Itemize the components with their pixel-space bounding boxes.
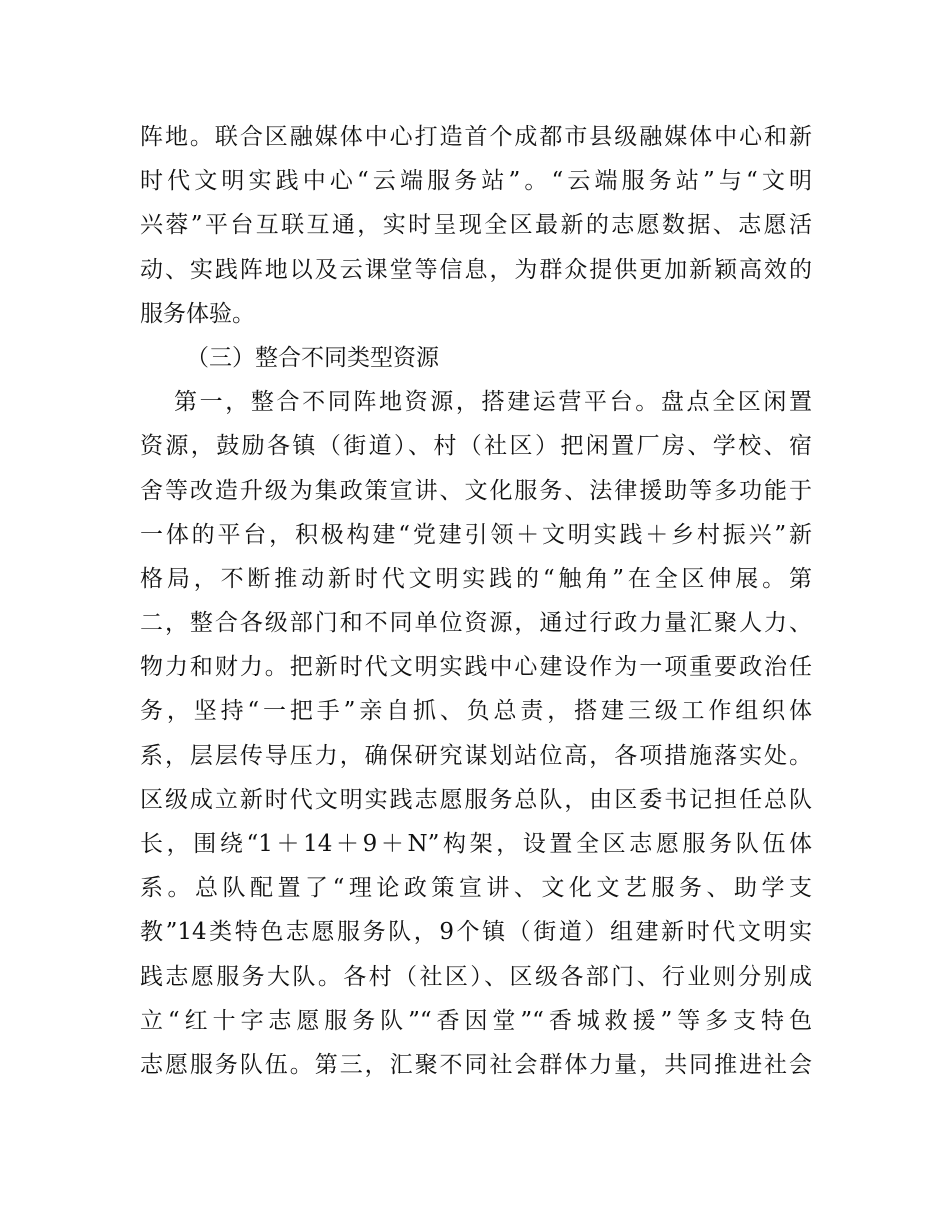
- text-line: 时代文明实践中心“云端服务站”。“云端服务站”与“文明: [140, 168, 812, 195]
- text-line: 区级成立新时代文明实践志愿服务总队，由区委书记担任总队: [140, 786, 812, 813]
- text-line: 格局，不断推动新时代文明实践的“触角”在全区伸展。第: [140, 565, 812, 592]
- text-line: 系。总队配置了“理论政策宣讲、文化文艺服务、助学支: [140, 875, 812, 902]
- text-line: 务，坚持“一把手”亲自抓、负总责，搭建三级工作组织体: [140, 698, 812, 725]
- text-line: 一体的平台，积极构建“党建引领＋文明实践＋乡村振兴”新: [140, 521, 812, 548]
- text-line: 二，整合各级部门和不同单位资源，通过行政力量汇聚人力、: [140, 610, 812, 637]
- text-line: 系，层层传导压力，确保研究谋划站位高，各项措施落实处。: [140, 742, 812, 769]
- text-line: 服务体验。: [140, 300, 255, 327]
- text-line: 物力和财力。把新时代文明实践中心建设作为一项重要政治任: [140, 654, 812, 681]
- text-line: 立“红十字志愿服务队”“香因堂”“香城救援”等多支特色: [140, 1007, 812, 1034]
- text-line: 长，围绕“1＋14＋9＋N”构架，设置全区志愿服务队伍体: [140, 831, 812, 857]
- paragraph-first-line: 第一，整合不同阵地资源，搭建运营平台。盘点全区闲置: [174, 389, 812, 416]
- text-line: 动、实践阵地以及云课堂等信息，为群众提供更加新颖高效的: [140, 256, 812, 283]
- text-line: 舍等改造升级为集政策宣讲、文化服务、法律援助等多功能于: [140, 477, 812, 504]
- section-heading: （三）整合不同类型资源: [186, 344, 439, 371]
- text-line: 资源，鼓励各镇（街道）、村（社区）把闲置厂房、学校、宿: [140, 433, 812, 460]
- text-line: 兴蓉”平台互联互通，实时呈现全区最新的志愿数据、志愿活: [140, 212, 812, 239]
- text-line: 志愿服务队伍。第三，汇聚不同社会群体力量，共同推进社会: [140, 1051, 812, 1078]
- text-line: 教”14类特色志愿服务队，9个镇（街道）组建新时代文明实: [140, 919, 812, 946]
- body-text: [140, 115, 812, 1087]
- text-line: 践志愿服务大队。各村（社区）、区级各部门、行业则分别成: [140, 963, 812, 990]
- text-line: 阵地。联合区融媒体中心打造首个成都市县级融媒体中心和新: [140, 124, 812, 150]
